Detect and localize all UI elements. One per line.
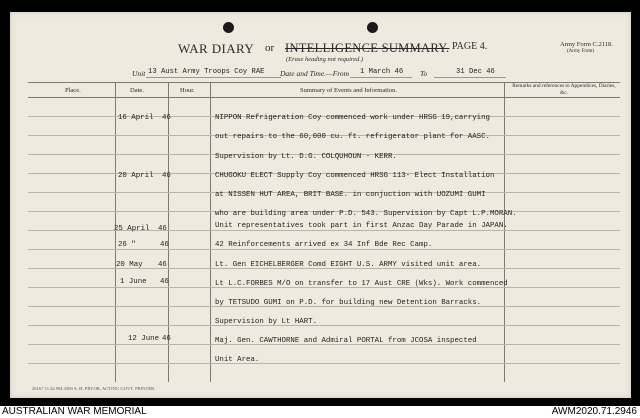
from-date-value: 1 March 46	[360, 68, 404, 76]
entry-date: 12 June	[128, 335, 160, 343]
army-form-number: Army Form C.2118.	[560, 41, 613, 48]
ledger-line	[28, 249, 620, 250]
column-header-place: Place.	[65, 87, 81, 94]
column-divider-hour	[210, 82, 211, 382]
unit-underline	[146, 77, 281, 78]
entry-summary-line: Maj. Gen. CAWTHORNE and Admiral PORTAL from JCOSA inspected	[215, 337, 477, 345]
entry-summary-line: CHUGOKU ELECT Supply Coy commenced HRSG 113- Elect Installation	[215, 172, 495, 180]
entry-summary-line: at NISSEN HUT AREA, BRIT BASE. in conjuction with UOZUMI GUMI	[215, 191, 486, 199]
table-header-border	[28, 97, 620, 98]
to-date-value: 31 Dec 46	[456, 68, 495, 76]
column-divider-summary	[504, 82, 505, 382]
army-form-subnote: (Army Form)	[567, 49, 595, 54]
entry-summary-line: 42 Reinforcements arrived ex 34 Inf Bde Rec Camp.	[215, 241, 433, 249]
column-header-hour: Hour.	[180, 87, 195, 94]
title-intelligence-summary: INTELLIGENCE SUMMARY.	[285, 41, 450, 55]
from-underline	[350, 77, 412, 78]
entry-date: 25 April	[114, 225, 150, 233]
entry-date: 26 "	[118, 241, 136, 249]
entry-summary-line: Supervision by Lt HART.	[215, 318, 318, 326]
subtitle-erase-heading: (Erase heading not required.)	[286, 56, 364, 63]
institution-caption: AUSTRALIAN WAR MEMORIAL	[2, 406, 147, 417]
entry-date: 16 April	[118, 114, 154, 122]
entry-year: 46	[160, 278, 169, 286]
to-label: To	[420, 69, 428, 78]
entry-year: 46	[158, 225, 167, 233]
entry-summary-line: who are building area under P.D. 543. Supervision by Capt L.P.MORAN.	[215, 210, 517, 218]
entry-year: 46	[162, 114, 171, 122]
column-header-date: Date.	[130, 87, 144, 94]
entry-date: 1 June	[120, 278, 147, 286]
entry-summary-line: NIPPON Refrigeration Coy commenced work under HRSG 19,carrying	[215, 114, 490, 122]
war-diary-page	[10, 12, 631, 398]
column-header-remarks: Remarks and references to Appendices, Diaries, &c.	[512, 83, 616, 96]
entry-year: 46	[158, 261, 167, 269]
punch-hole-right	[367, 22, 378, 33]
entry-year: 46	[160, 241, 169, 249]
page-number: PAGE 4.	[452, 41, 488, 52]
datetime-label: Date and Time.—From	[280, 69, 350, 78]
ledger-line	[28, 363, 620, 364]
printer-imprint: 26167 11.42 9M 4369 A. H. PRYOR, ACTING GOVT. PRINTER.	[32, 386, 156, 391]
entry-summary-line: Supervision by Lt. D.G. COLQUHOUN - KERR.	[215, 153, 397, 161]
entry-date: 20 April	[118, 172, 154, 180]
entry-year: 46	[162, 172, 171, 180]
entry-summary-line: Unit Area.	[215, 356, 260, 364]
to-underline	[434, 77, 506, 78]
entry-summary-line: by TETSUDO GUMI on P.D. for building new Detention Barracks.	[215, 299, 482, 307]
punch-hole-left	[223, 22, 234, 33]
entry-summary-line: out repairs to the 60,000 cu. ft. refrigerator plant for AASC.	[215, 133, 490, 141]
ledger-line	[28, 325, 620, 326]
unit-value: 13 Aust Army Troops Coy RAE	[148, 68, 265, 76]
entry-year: 46	[162, 335, 171, 343]
unit-label: Unit	[132, 69, 146, 78]
entry-summary-line: Lt. Gen EICHELBERGER Comd EIGHT U.S. ARMY visited unit area.	[215, 261, 482, 269]
entry-summary-line: Unit representatives took part in first Anzac Day Parade in JAPAN.	[215, 222, 508, 230]
entry-summary-line: Lt L.C.FORBES M/O on transfer to 17 Aust CRE (Wks). Work commenced	[215, 280, 508, 288]
title-war-diary: WAR DIARY	[178, 41, 255, 56]
accession-number: AWM2020.71.2946	[551, 406, 637, 417]
column-header-summary: Summary of Events and Information.	[300, 87, 397, 94]
entry-date: 20 May	[116, 261, 143, 269]
title-or: or	[265, 42, 275, 54]
